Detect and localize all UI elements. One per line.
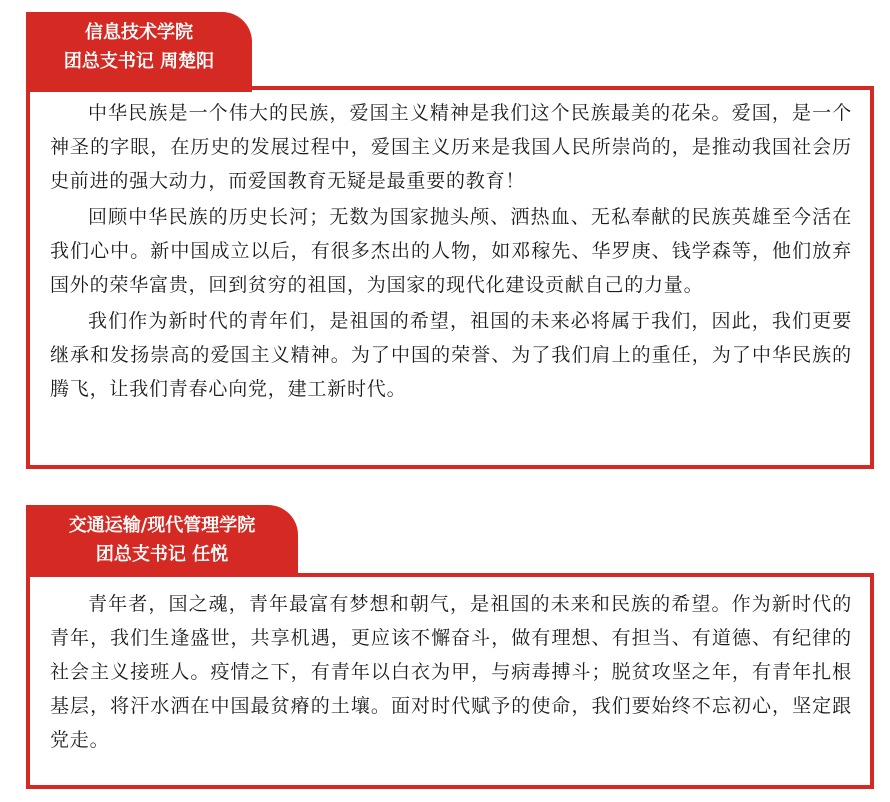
paragraph: 中华民族是一个伟大的民族，爱国主义精神是我们这个民族最美的花朵。爱国，是一个神圣的字眼，在历史的发展过程中，爱国主义历来是我国人民所崇尚的，是推动我国社会历史前进的强大动力，而爱国教育无疑是最重要的教育！ [50, 102, 852, 192]
paragraph: 我们作为新时代的青年们，是祖国的希望，祖国的未来必将属于我们，因此，我们更要继承和发扬崇高的爱国主义精神。为了中国的荣誉、为了我们肩上的重任，为了中华民族的腾飞，让我们青春心向党，建工新时代。 [50, 310, 852, 400]
paragraph: 回顾中华民族的历史长河；无数为国家抛头颅、洒热血、无私奉献的民族英雄至今活在我们心中。新中国成立以后，有很多杰出的人物，如邓稼先、华罗庚、钱学森等，他们放弃国外的荣华富贵，回到贫穷的祖国，为国家的现代化建设贡献自己的力量。 [50, 206, 852, 296]
college-name: 信息技术学院 [85, 22, 193, 43]
section-header-tab [26, 505, 298, 577]
section-card [26, 86, 874, 469]
author-title: 团总支书记 任悦 [95, 544, 229, 565]
section-header-tab [26, 12, 252, 92]
section-card [26, 573, 874, 789]
paragraph: 青年者，国之魂，青年最富有梦想和朝气，是祖国的未来和民族的希望。作为新时代的青年，我们生逢盛世，共享机遇，更应该不懈奋斗，做有理想、有担当、有道德、有纪律的社会主义接班人。疫情之下，有青年以白衣为甲，与病毒搏斗；脱贫攻坚之年，有青年扎根基层，将汗水洒在中国最贫瘠的土壤。面对时代赋予的使命，我们要始终不忘初心，坚定跟党走。 [50, 593, 852, 751]
college-name: 交通运输/现代管理学院 [68, 515, 256, 536]
author-title: 团总支书记 周楚阳 [63, 51, 215, 72]
